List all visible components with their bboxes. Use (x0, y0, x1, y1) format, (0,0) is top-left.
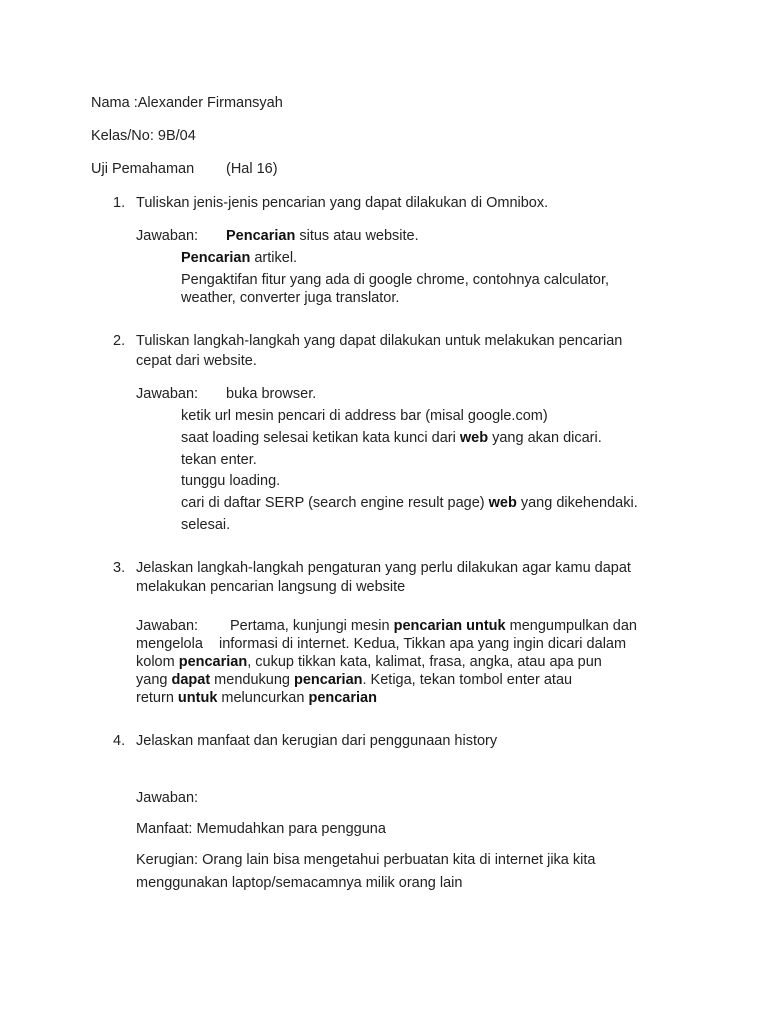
answer-4-drawback-line-2: menggunakan laptop/semacamnya milik orang lain (136, 875, 463, 891)
answer-4-label: Jawaban: (136, 790, 199, 806)
page-reference: (Hal 16) (226, 161, 278, 177)
answer-2-step-2: ketik url mesin pencari di address bar (misal google.com) (181, 408, 548, 424)
answer-3-label: Jawaban: (136, 618, 199, 634)
answer-1-item-3-line-2: weather, converter juga translator. (181, 290, 400, 306)
answer-3-line-5: return untuk meluncurkan pencarian (136, 690, 377, 706)
answer-4-drawback-line-1: Kerugian: Orang lain bisa mengetahui perbuatan kita di internet jika kita (136, 852, 596, 868)
question-2-text-line-2: cepat dari website. (136, 353, 257, 369)
answer-4-benefit: Manfaat: Memudahkan para pengguna (136, 821, 386, 837)
answer-2-step-3: saat loading selesai ketikan kata kunci dari web yang akan dicari. (181, 430, 602, 446)
question-3-text-line-1: Jelaskan langkah-langkah pengaturan yang perlu dilakukan agar kamu dapat (136, 560, 631, 576)
question-3-number: 3. (113, 560, 126, 576)
student-class: Kelas/No: 9B/04 (91, 128, 196, 144)
answer-2-step-1: buka browser. (226, 386, 317, 402)
question-4-number: 4. (113, 733, 126, 749)
question-2-number: 2. (113, 333, 126, 349)
answer-3-line-2: mengelola informasi di internet. Kedua, Tikkan apa yang ingin dicari dalam (136, 636, 627, 652)
question-3-text-line-2: melakukan pencarian langsung di website (136, 579, 406, 595)
answer-2-step-5: tunggu loading. (181, 473, 281, 489)
answer-3-line-4: yang dapat mendukung pencarian. Ketiga, tekan tombol enter atau (136, 672, 573, 688)
question-1-text: Tuliskan jenis-jenis pencarian yang dapat dilakukan di Omnibox. (136, 195, 549, 211)
answer-2-step-7: selesai. (181, 517, 231, 533)
student-name: Nama :Alexander Firmansyah (91, 95, 283, 111)
section-title: Uji Pemahaman (91, 161, 195, 177)
answer-2-step-4: tekan enter. (181, 452, 257, 468)
answer-3-line-3: kolom pencarian, cukup tikkan kata, kalimat, frasa, angka, atau apa pun (136, 654, 602, 670)
answer-2-label: Jawaban: (136, 386, 199, 402)
answer-1-item-1: Pencarian situs atau website. (226, 228, 419, 244)
question-4-text: Jelaskan manfaat dan kerugian dari penggunaan history (136, 733, 498, 749)
question-1-number: 1. (113, 195, 126, 211)
question-2-text-line-1: Tuliskan langkah-langkah yang dapat dilakukan untuk melakukan pencarian (136, 333, 623, 349)
answer-2-step-6: cari di daftar SERP (search engine result page) web yang dikehendaki. (181, 495, 638, 511)
answer-1-label: Jawaban: (136, 228, 199, 244)
answer-1-item-2: Pencarian artikel. (181, 250, 298, 266)
answer-1-item-3-line-1: Pengaktifan fitur yang ada di google chrome, contohnya calculator, (181, 272, 610, 288)
answer-3-line-1: Pertama, kunjungi mesin pencarian untuk mengumpulkan dan (230, 618, 638, 634)
